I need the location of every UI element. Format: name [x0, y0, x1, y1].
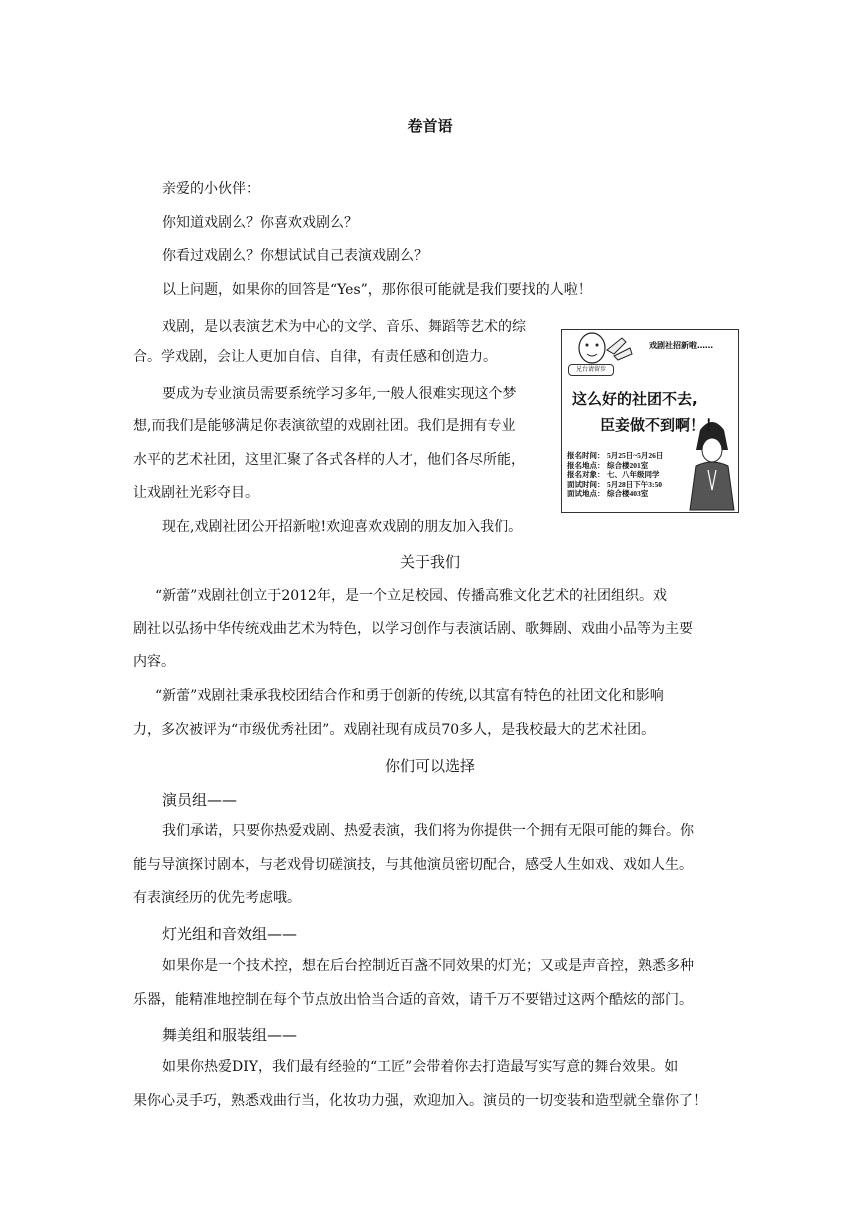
about-paragraph-line: 力，多次被评为“市级优秀社团”。戏剧社现有成员70多人，是我校最大的艺术社团。 — [133, 722, 656, 738]
recruit-paragraph: 现在,戏剧社团公开招新啦!欢迎喜欢戏剧的朋友加入我们。 — [162, 519, 523, 535]
poster-info-list — [567, 451, 663, 499]
drama-paragraph-line: 戏剧，是以表演艺术为中心的文学、音乐、舞蹈等艺术的综 — [162, 319, 526, 335]
intro-line: 你知道戏剧么？你喜欢戏剧么？ — [162, 215, 358, 231]
poster-slogan-line1: 这么好的社团不去, — [572, 390, 698, 408]
pro-paragraph-line: 水平的艺术社团，这里汇聚了各式各样的人才，他们各尽所能， — [133, 452, 525, 468]
actor-paragraph-line: 有表演经历的优先考虑哦。 — [133, 890, 301, 906]
intro-line: 你看过戏剧么？你想试试自己表演戏剧么？ — [162, 248, 428, 264]
poster-info-row: 报名地点： 综合楼201室 — [567, 460, 649, 470]
actor-paragraph-line: 我们承诺，只要你热爱戏剧、热爱表演，我们将为你提供一个拥有无限可能的舞台。你 — [162, 823, 694, 839]
pro-paragraph-line: 想,而我们是能够满足你表演欲望的戏剧社团。我们是拥有专业 — [133, 418, 516, 434]
lighting-paragraph-line: 乐器，能精准地控制在每个节点放出恰当合适的音效，请千万不要错过这两个酷炫的部门。 — [133, 992, 693, 1008]
about-paragraph-line: “新蕾”戏剧社创立于2012年，是一个立足校园、传播高雅文化艺术的社团组织。戏 — [155, 588, 667, 604]
about-paragraph-line: 内容。 — [133, 654, 175, 670]
poster-info-row: 报名对象： 七、八年级同学 — [567, 470, 660, 479]
intro-line: 以上问题，如果你的回答是“Yes”，那你很可能就是我们要找的人啦！ — [162, 282, 592, 298]
poster-speech-bubble: 兄台请留步 — [568, 364, 614, 376]
lighting-paragraph-line: 如果你是一个技术控，想在后台控制近百盏不同效果的灯光；又或是声音控，熟悉多种 — [162, 958, 694, 974]
actor-group-heading: 演员组—— — [162, 791, 238, 809]
lighting-group-heading: 灯光组和音效组—— — [162, 925, 298, 943]
actor-paragraph-line: 能与导演探讨剧本，与老戏骨切磋演技，与其他演员密切配合，感受人生如戏、戏如人生。 — [133, 857, 693, 873]
recruitment-poster — [561, 329, 739, 513]
poster-info-row: 面试时间： 5月28日下午3:50 — [567, 479, 662, 489]
poster-info-row: 报名时间： 5月25日~5月26日 — [567, 451, 664, 460]
poster-info-row: 面试地点： 综合楼403室 — [567, 489, 649, 498]
about-heading: 关于我们 — [399, 553, 460, 571]
pro-paragraph-line: 让戏剧社光彩夺目。 — [133, 485, 259, 501]
art-paragraph-line: 如果你热爱DIY，我们最有经验的“工匠”会带着你去打造最写实写意的舞台效果。如 — [162, 1059, 679, 1075]
intro-greeting: 亲爱的小伙伴： — [162, 181, 260, 197]
page-title: 卷首语 — [407, 117, 453, 135]
art-group-heading: 舞美组和服装组—— — [162, 1026, 298, 1044]
poster-slogan-line2: 臣妾做不到啊！！ — [600, 416, 721, 434]
about-paragraph-line: 剧社以弘扬中华传统戏曲艺术为特色，以学习创作与表演话剧、歌舞剧、戏曲小品等为主要 — [133, 621, 693, 637]
art-paragraph-line: 果你心灵手巧，熟悉戏曲行当，化妆功力强，欢迎加入。演员的一切变装和造型就全靠你了！ — [133, 1093, 707, 1109]
choose-heading: 你们可以选择 — [384, 757, 475, 775]
poster-tagline: 戏剧社招新啦…… — [649, 341, 713, 350]
pro-paragraph-line: 要成为专业演员需要系统学习多年,一般人很难实现这个梦 — [162, 386, 517, 402]
about-paragraph-line: “新蕾”戏剧社秉承我校团结合作和勇于创新的传统,以其富有特色的社团文化和影响 — [155, 688, 664, 704]
drama-paragraph-line: 合。学戏剧，会让人更加自信、自律，有责任感和创造力。 — [133, 349, 497, 365]
